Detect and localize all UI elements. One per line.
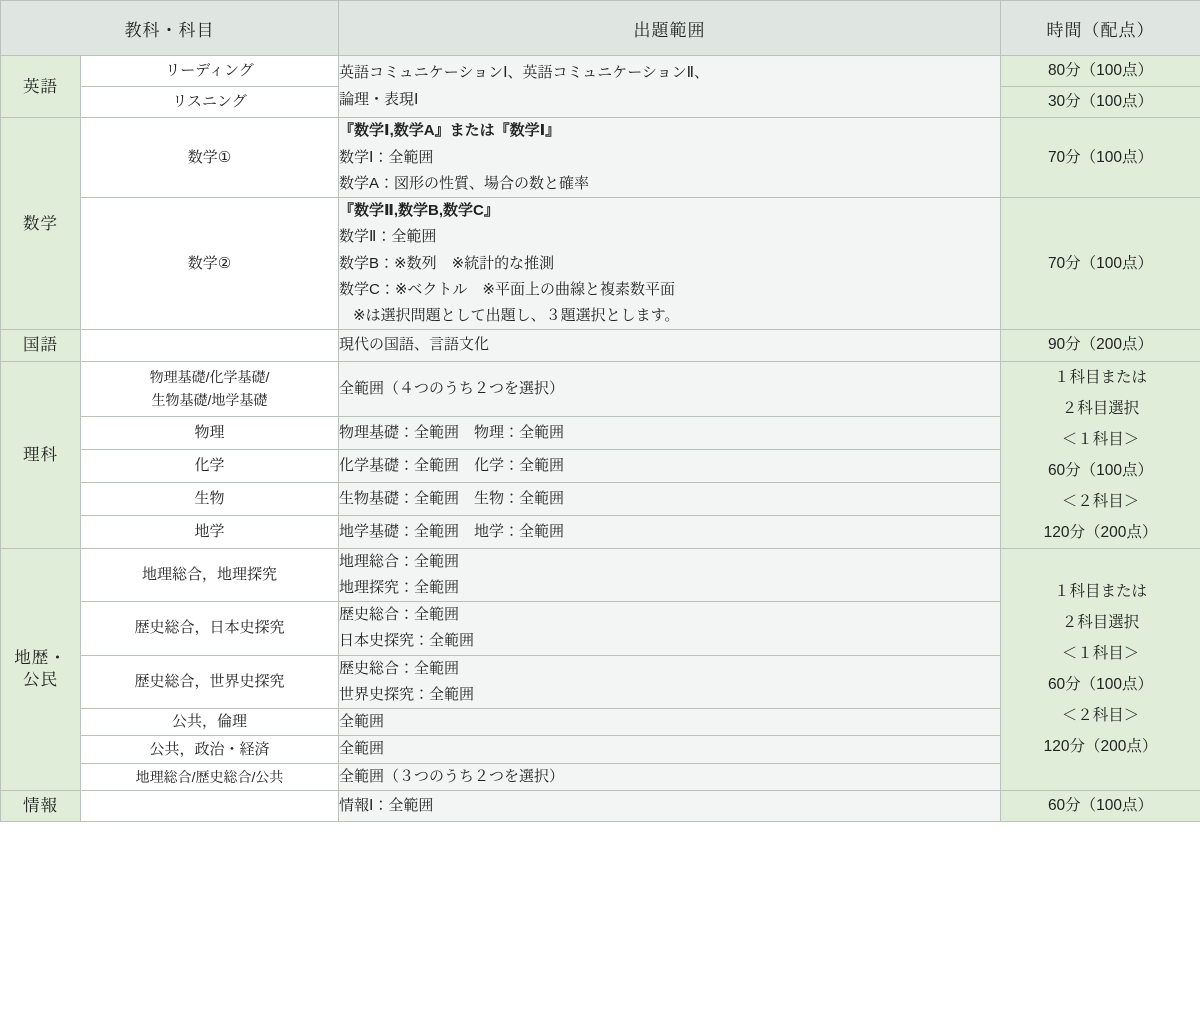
scope-science-chemistry: 化学基礎：全範囲 化学：全範囲 — [339, 449, 1001, 482]
scope-english — [339, 56, 1001, 118]
time-math-2: 70分（100点） — [1001, 198, 1200, 330]
time-line: １科目または — [1053, 583, 1147, 601]
course-science-biology: 生物 — [81, 482, 339, 515]
scope-social-combined: 全範囲（３つのうち２つを選択） — [339, 763, 1001, 790]
time-line: ２科目選択 — [1061, 614, 1140, 632]
scope-line: 数学A：図形の性質、場合の数と確率 — [339, 174, 590, 192]
scope-japanese: 現代の国語、言語文化 — [339, 330, 1001, 361]
time-math-1: 70分（100点） — [1001, 118, 1200, 198]
subject-line: 公民 — [23, 671, 58, 690]
time-social — [1001, 548, 1200, 790]
table-header-row — [1, 1, 1200, 56]
time-line: 120分（200点） — [1043, 523, 1158, 541]
time-english-listening: 30分（100点） — [1001, 87, 1200, 118]
course-line: 物理基礎/化学基礎/ — [149, 369, 270, 386]
time-line: 120分（200点） — [1043, 738, 1158, 756]
time-information: 60分（100点） — [1001, 790, 1200, 821]
course-science-chemistry: 化学 — [81, 449, 339, 482]
scope-social-politics-economics: 全範囲 — [339, 736, 1001, 763]
scope-line: 地理総合：全範囲 — [339, 552, 460, 570]
course-english-listening: リスニング — [81, 87, 339, 118]
table-row — [1, 330, 1200, 361]
scope-social-ethics: 全範囲 — [339, 709, 1001, 736]
table-row — [1, 198, 1200, 330]
table-row — [1, 56, 1200, 87]
subject-information: 情報 — [1, 790, 81, 821]
time-japanese: 90分（200点） — [1001, 330, 1200, 361]
course-information — [81, 790, 339, 821]
time-line: ２科目選択 — [1061, 399, 1140, 417]
subject-japanese: 国語 — [1, 330, 81, 361]
subject-social — [1, 548, 81, 790]
scope-social-world-history — [339, 655, 1001, 709]
time-line: ＜１科目＞ — [1061, 430, 1140, 448]
table-row — [1, 548, 1200, 602]
course-line: 生物基礎/地学基礎 — [151, 391, 268, 408]
time-line: 60分（100点） — [1047, 461, 1154, 479]
header-time: 時間（配点） — [1001, 1, 1200, 56]
table-row — [1, 790, 1200, 821]
scope-line: 『数学Ⅱ,数学B,数学C』 — [339, 202, 499, 220]
course-social-japanese-history: 歴史総合，日本史探究 — [81, 602, 339, 656]
scope-line: ※は選択問題として出題し、３題選択とします。 — [353, 307, 680, 325]
table-row — [1, 361, 1200, 416]
scope-line: 英語コミュニケーションⅠ、英語コミュニケーションⅡ、 — [339, 64, 710, 82]
scope-line: 『数学Ⅰ,数学A』または『数学Ⅰ』 — [339, 122, 561, 140]
time-line: ＜２科目＞ — [1061, 492, 1140, 510]
time-line: １科目または — [1053, 368, 1147, 386]
time-english-reading: 80分（100点） — [1001, 56, 1200, 87]
scope-science-biology: 生物基礎：全範囲 生物：全範囲 — [339, 482, 1001, 515]
scope-science-basics: 全範囲（４つのうち２つを選択） — [339, 361, 1001, 416]
scope-social-geography — [339, 548, 1001, 602]
subject-science: 理科 — [1, 361, 81, 548]
scope-information: 情報Ⅰ：全範囲 — [339, 790, 1001, 821]
scope-social-japanese-history — [339, 602, 1001, 656]
scope-line: 歴史総合：全範囲 — [339, 606, 460, 624]
subject-line: 地歴・ — [14, 649, 67, 668]
time-line: ＜２科目＞ — [1061, 707, 1140, 725]
course-math-2: 数学② — [81, 198, 339, 330]
course-science-earth: 地学 — [81, 515, 339, 548]
header-scope: 出題範囲 — [339, 1, 1001, 56]
course-japanese — [81, 330, 339, 361]
scope-line: 日本史探究：全範囲 — [339, 632, 475, 650]
time-line: ＜１科目＞ — [1061, 645, 1140, 663]
scope-line: 歴史総合：全範囲 — [339, 659, 460, 677]
course-social-combined: 地理総合/歴史総合/公共 — [81, 763, 339, 790]
course-social-politics-economics: 公共，政治・経済 — [81, 736, 339, 763]
course-science-physics: 物理 — [81, 416, 339, 449]
header-subject: 教科・科目 — [1, 1, 339, 56]
scope-line: 数学Ⅰ：全範囲 — [339, 148, 434, 166]
time-science — [1001, 361, 1200, 548]
scope-line: 数学C：※ベクトル ※平面上の曲線と複素数平面 — [339, 280, 675, 298]
subject-english: 英語 — [1, 56, 81, 118]
scope-math-1 — [339, 118, 1001, 198]
course-social-geography: 地理総合，地理探究 — [81, 548, 339, 602]
course-math-1: 数学① — [81, 118, 339, 198]
table-row — [1, 118, 1200, 198]
course-science-basics — [81, 361, 339, 416]
scope-line: 数学Ⅱ：全範囲 — [339, 228, 437, 246]
course-social-ethics: 公共，倫理 — [81, 709, 339, 736]
course-english-reading: リーディング — [81, 56, 339, 87]
scope-line: 数学B：※数列 ※統計的な推測 — [339, 254, 555, 272]
subject-math: 数学 — [1, 118, 81, 330]
scope-science-earth: 地学基礎：全範囲 地学：全範囲 — [339, 515, 1001, 548]
scope-line: 地理探究：全範囲 — [339, 578, 460, 596]
scope-line: 世界史探究：全範囲 — [339, 685, 475, 703]
scope-line: 論理・表現Ⅰ — [339, 90, 419, 108]
scope-science-physics: 物理基礎：全範囲 物理：全範囲 — [339, 416, 1001, 449]
course-social-world-history: 歴史総合，世界史探究 — [81, 655, 339, 709]
time-line: 60分（100点） — [1047, 676, 1154, 694]
scope-math-2 — [339, 198, 1001, 330]
